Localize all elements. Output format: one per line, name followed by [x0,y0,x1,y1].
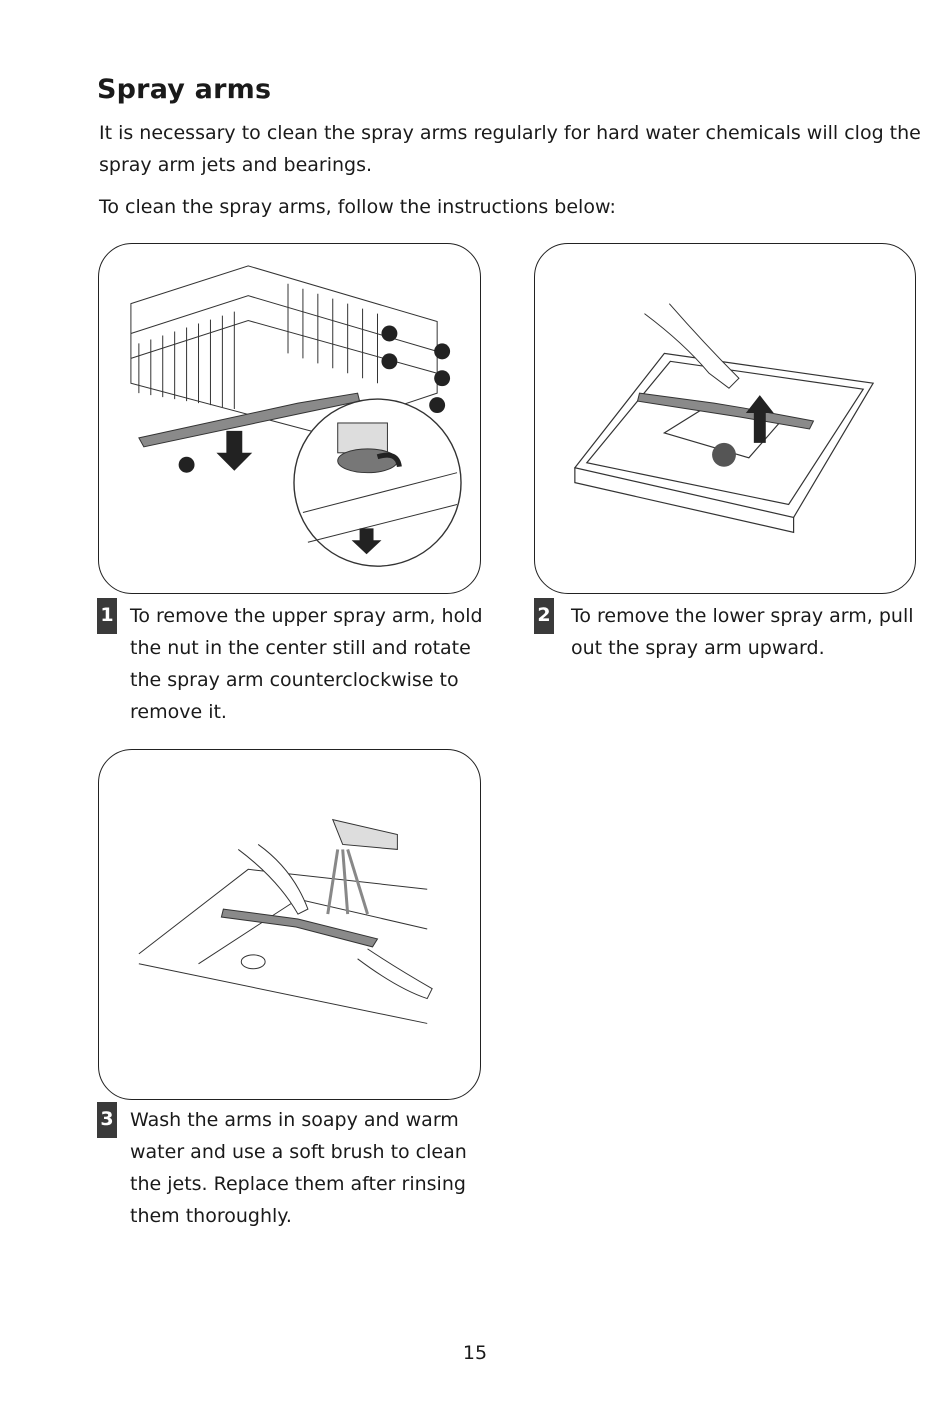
upper-spray-arm-removal-drawing [99,244,480,593]
spray-arm-being-washed [221,909,377,947]
step-1-text: To remove the upper spray arm, hold the nut in the center still and rotate the spray arm counterclockwise to remove it. [130,605,483,723]
step-2-text: To remove the lower spray arm, pull out the spray arm upward. [571,605,914,659]
lower-spray-arm [638,393,814,429]
left-hand-drawing [238,844,308,914]
right-hand-brush-drawing [358,949,433,999]
step-1-number-badge: 1 [97,598,117,634]
step-3-text: Wash the arms in soapy and warm water and use a soft brush to clean the jets. Replace them after rinsing them thoroughly. [130,1109,467,1227]
step-2-number-badge: 2 [534,598,554,634]
spray-arm-hub [712,443,736,467]
step-3-number-badge: 3 [97,1102,117,1138]
lower-spray-arm-removal-drawing [535,244,915,593]
spray-arm-washing-drawing [99,750,480,1099]
down-arrow-icon [216,431,252,471]
step-3-illustration [98,749,481,1100]
page-title: Spray arms [97,74,272,105]
faucet [333,820,398,850]
step-2-illustration [534,243,916,594]
intro-paragraph: It is necessary to clean the spray arms regularly for hard water chemicals will clog the spray arm jets and bearings. [99,122,921,176]
step-1-illustration [98,243,481,594]
instructions-lead: To clean the spray arms, follow the instructions below: [99,196,616,218]
page-number: 15 [462,1342,488,1364]
